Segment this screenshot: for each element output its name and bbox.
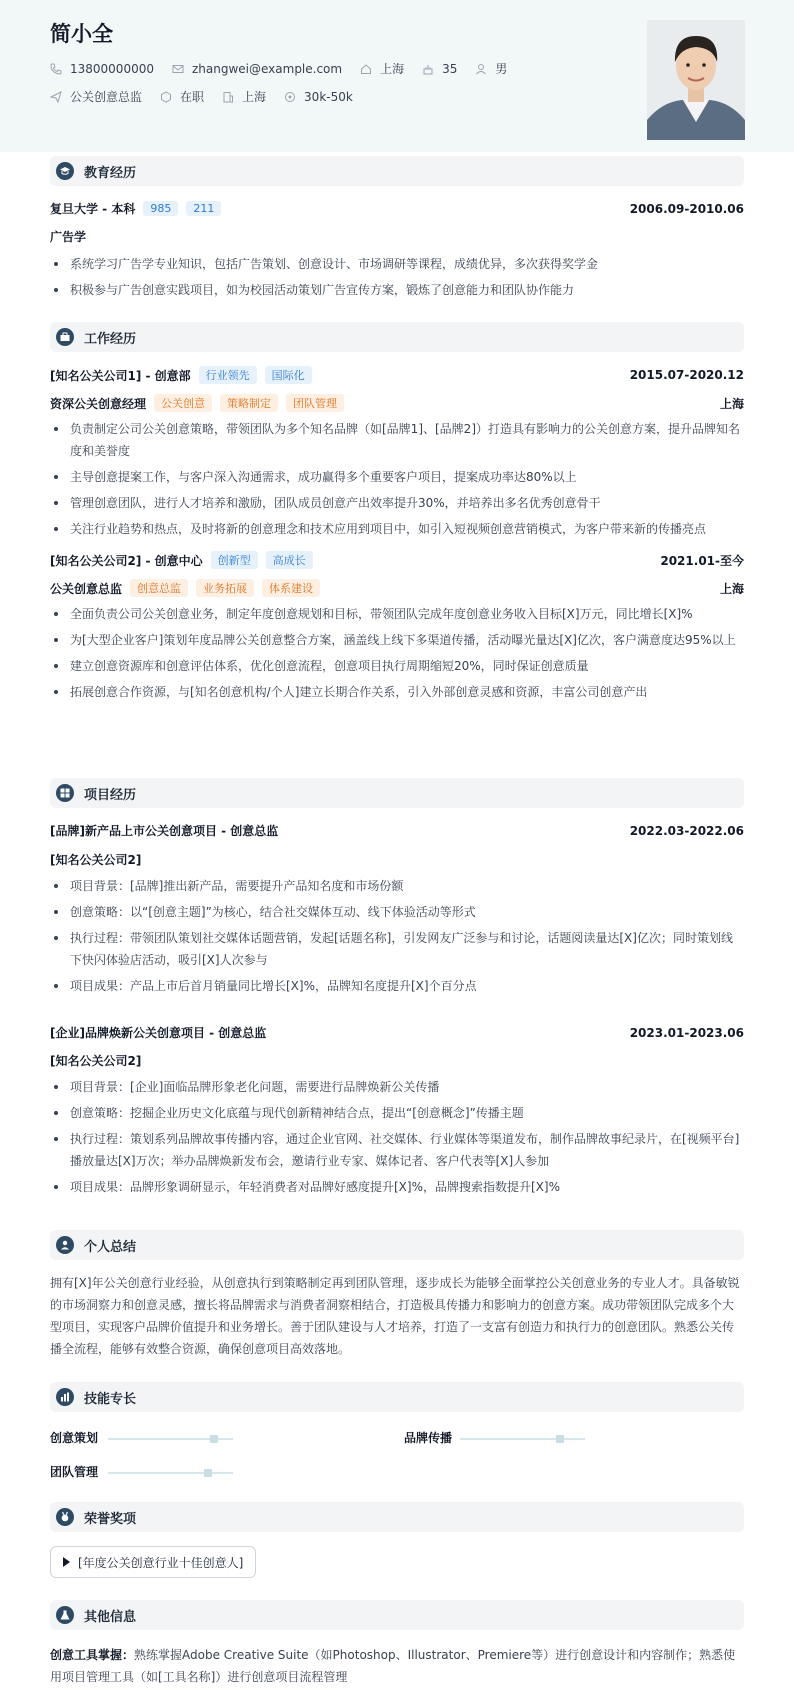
award-item[interactable]: [50, 1546, 256, 1578]
other-label: 创意工具掌握：: [50, 1648, 135, 1662]
list-item: 系统学习广告学专业知识，包括广告策划、创意设计、市场调研等课程，成绩优异，多次获得奖学金: [50, 253, 744, 275]
list-item: 创意策略：以“[创意主题]”为核心，结合社交媒体互动、线下体验活动等形式: [50, 901, 744, 923]
project-bullets: [50, 1076, 744, 1202]
company-tag: 创新型: [211, 551, 258, 569]
summary-title: 个人总结: [84, 1239, 137, 1255]
project-name: [企业]品牌焕新公关创意项目 - 创意总监: [50, 1026, 267, 1040]
flask-icon: [56, 1606, 74, 1624]
work-section-header: [50, 322, 744, 352]
hexagon-icon: [160, 91, 172, 103]
skill-level-marker: [210, 1435, 218, 1443]
triangle-icon: [63, 1557, 70, 1567]
gender-item: [475, 60, 507, 77]
status-value: 在职: [180, 90, 205, 104]
school-name: 复旦大学 - 本科: [50, 202, 136, 216]
candidate-name: 简小全: [50, 22, 113, 46]
list-item: 拓展创意合作资源，与[知名创意机构/个人]建立长期合作关系，引入外部创意灵感和资源，丰富公司创意产出: [50, 681, 744, 703]
role-tag: 策略制定: [220, 394, 278, 412]
major-row: [50, 228, 744, 245]
coin-icon: [284, 91, 296, 103]
project-entry-header: [50, 1024, 744, 1041]
list-item: 项目背景：[品牌]推出新产品，需要提升产品知名度和市场份额: [50, 875, 744, 897]
education-entry-header: [50, 200, 744, 217]
email-address: zhangwei@example.com: [191, 61, 343, 76]
salary-value: 30k-50k: [304, 89, 353, 104]
contact-row: [50, 60, 525, 77]
job-bullets: [50, 418, 744, 544]
profile-photo: [647, 20, 745, 140]
job-location: 上海: [719, 581, 744, 596]
list-item: 建立创意资源库和创意评估体系，优化创意流程，创意项目执行周期缩短20%，同时保证创意质量: [50, 655, 744, 677]
job-entry-header: [50, 551, 744, 569]
company-name: [知名公关公司1] - 创意部: [50, 368, 191, 383]
salary-item: [284, 90, 353, 104]
position-value: 公关创意总监: [70, 90, 143, 104]
award-label: [年度公关创意行业十佳创意人]: [78, 1555, 244, 1570]
send-icon: [50, 91, 62, 103]
major-name: 广告学: [50, 230, 87, 244]
company-tag: 国际化: [265, 366, 312, 384]
phone-number: 13800000000: [70, 61, 154, 76]
mail-icon: [172, 63, 184, 75]
project-name: [品牌]新产品上市公关创意项目 - 创意总监: [50, 824, 279, 838]
building-icon: [222, 91, 234, 103]
job-entry-header: [50, 366, 744, 384]
job-location: 上海: [719, 396, 744, 411]
medal-icon: [56, 1508, 74, 1526]
person-icon: [56, 1236, 74, 1254]
cake-icon: [422, 63, 434, 75]
position-item: [50, 88, 142, 105]
summary-text: 拥有[X]年公关创意行业经验，从创意执行到策略制定再到团队管理，逐步成长为能够全面掌控公关创意业务的专业人才。具备敏锐的市场洞察力和创意灵感，擅长将品牌需求与消费者洞察相结合，打造极具传播力和影响力的创意方案。成功带领团队完成多个大型项目，实现客户品牌价值提升和业务增长。善于团队建设与人才培养，打造了一支富有创造力和执行力的创意团队。熟悉公关传播全流程，能够有效整合资源，确保创意项目高效落地。: [50, 1276, 740, 1356]
job-date: 2015.07-2020.12: [629, 368, 744, 382]
job-info-row: [50, 88, 371, 105]
honors-section-header: [50, 1502, 744, 1532]
city-item: [360, 60, 404, 77]
other-info: [50, 1644, 744, 1688]
role-tag: 团队管理: [286, 394, 344, 412]
other-text: 熟练掌握Adobe Creative Suite（如Photoshop、Illustrator、Premiere等）进行创意设计和内容制作；熟悉使用项目管理工具（如[工具名称]）进行创意项目流程管理: [50, 1648, 736, 1684]
skill-name: 团队管理: [50, 1465, 99, 1479]
graduation-cap-icon: [56, 162, 74, 180]
list-item: 执行过程：带领团队策划社交媒体话题营销，发起[话题名称]，引发网友广泛参与和讨论，话题阅读量达[X]亿次；同时策划线下快闪体验店活动，吸引[X]人次参与: [50, 927, 744, 971]
user-icon: [475, 63, 487, 75]
project-entry-header: [50, 822, 744, 839]
role-tag: 创意总监: [130, 579, 188, 597]
school-tag: 211: [186, 201, 221, 216]
phone-item: [50, 62, 154, 76]
honors-title: 荣誉奖项: [84, 1511, 137, 1527]
work-city-value: 上海: [242, 90, 267, 104]
list-item: 管理创意团队，进行人才培养和激励，团队成员创意产出效率提升30%，并培养出多名优秀创意骨干: [50, 492, 744, 514]
list-item: 全面负责公司公关创意业务，制定年度创意规划和目标，带领团队完成年度创意业务收入目标[X]万元，同比增长[X]%: [50, 603, 744, 625]
bar-chart-icon: [56, 1388, 74, 1406]
project-bullets: [50, 875, 744, 1001]
summary-section-header: [50, 1230, 744, 1260]
school-tag: 985: [143, 201, 178, 216]
education-section-header: [50, 156, 744, 186]
skill-level-marker: [204, 1469, 212, 1477]
role-tag: 体系建设: [262, 579, 320, 597]
skill-level-bar: [460, 1438, 585, 1440]
education-date: 2006.09-2010.06: [629, 201, 744, 216]
company-tag: 高成长: [266, 551, 313, 569]
other-title: 其他信息: [84, 1609, 137, 1625]
list-item: 主导创意提案工作，与客户深入沟通需求，成功赢得多个重要客户项目，提案成功率达80%以上: [50, 466, 744, 488]
skill-name: 创意策划: [50, 1431, 99, 1445]
job-role: 资深公关创意经理: [50, 396, 147, 411]
work-city-item: [222, 88, 266, 105]
skills-title: 技能专长: [84, 1391, 137, 1407]
company-tag: 行业领先: [199, 366, 257, 384]
projects-title: 项目经历: [84, 787, 137, 803]
job-role-row: [50, 579, 744, 597]
list-item: 项目成果：产品上市后首月销量同比增长[X]%，品牌知名度提升[X]个百分点: [50, 975, 744, 997]
project-org-row: [50, 1052, 744, 1069]
projects-section-header: [50, 778, 744, 808]
education-title: 教育经历: [84, 165, 137, 181]
skill-level-bar: [108, 1472, 233, 1474]
city-value: 上海: [380, 62, 405, 76]
skill-level-marker: [556, 1435, 564, 1443]
job-date: 2021.01-至今: [660, 553, 744, 568]
role-tag: 业务拓展: [196, 579, 254, 597]
education-bullets: [50, 253, 744, 305]
phone-icon: [50, 63, 62, 75]
resume-header: [0, 0, 794, 152]
role-tag: 公关创意: [154, 394, 212, 412]
project-org-row: [50, 851, 744, 868]
job-role-row: [50, 394, 744, 412]
status-item: [160, 88, 204, 105]
briefcase-icon: [56, 328, 74, 346]
project-org: [知名公关公司2]: [50, 853, 142, 867]
list-item: 为[大型企业客户]策划年度品牌公关创意整合方案，涵盖线上线下多渠道传播，活动曝光量达[X]亿次，客户满意度达95%以上: [50, 629, 744, 651]
home-icon: [360, 63, 372, 75]
job-role: 公关创意总监: [50, 581, 123, 596]
list-item: 创意策略：挖掘企业历史文化底蕴与现代创新精神结合点，提出“[创意概念]”传播主题: [50, 1102, 744, 1124]
list-item: 关注行业趋势和热点，及时将新的创意理念和技术应用到项目中，如引入短视频创意营销模式，为客户带来新的传播亮点: [50, 518, 744, 540]
list-item: 积极参与广告创意实践项目，如为校园活动策划广告宣传方案，锻炼了创意能力和团队协作能力: [50, 279, 744, 301]
work-title: 工作经历: [84, 331, 137, 347]
list-item: 执行过程：策划系列品牌故事传播内容，通过企业官网、社交媒体、行业媒体等渠道发布，制作品牌故事纪录片，在[视频平台]播放量达[X]万次；举办品牌焕新发布会，邀请行业专家、媒体记者、客户代表等[X]人参加: [50, 1128, 744, 1172]
gender-value: 男: [495, 62, 508, 76]
skills-section-header: [50, 1382, 744, 1412]
project-org: [知名公关公司2]: [50, 1054, 142, 1068]
grid-icon: [56, 784, 74, 802]
company-name: [知名公关公司2] - 创意中心: [50, 553, 203, 568]
other-section-header: [50, 1600, 744, 1630]
list-item: 负责制定公司公关创意策略，带领团队为多个知名品牌（如[品牌1]、[品牌2]）打造具有影响力的公关创意方案，提升品牌知名度和美誉度: [50, 418, 744, 462]
job-bullets: [50, 603, 744, 707]
skill-name: 品牌传播: [404, 1431, 453, 1445]
list-item: 项目背景：[企业]面临品牌形象老化问题，需要进行品牌焕新公关传播: [50, 1076, 744, 1098]
project-date: 2023.01-2023.06: [629, 1025, 744, 1040]
email-item: [172, 62, 342, 76]
list-item: 项目成果：品牌形象调研显示，年轻消费者对品牌好感度提升[X]%，品牌搜索指数提升[X]%: [50, 1176, 744, 1198]
age-item: [422, 62, 457, 76]
age-value: 35: [442, 61, 458, 76]
project-date: 2022.03-2022.06: [629, 823, 744, 838]
